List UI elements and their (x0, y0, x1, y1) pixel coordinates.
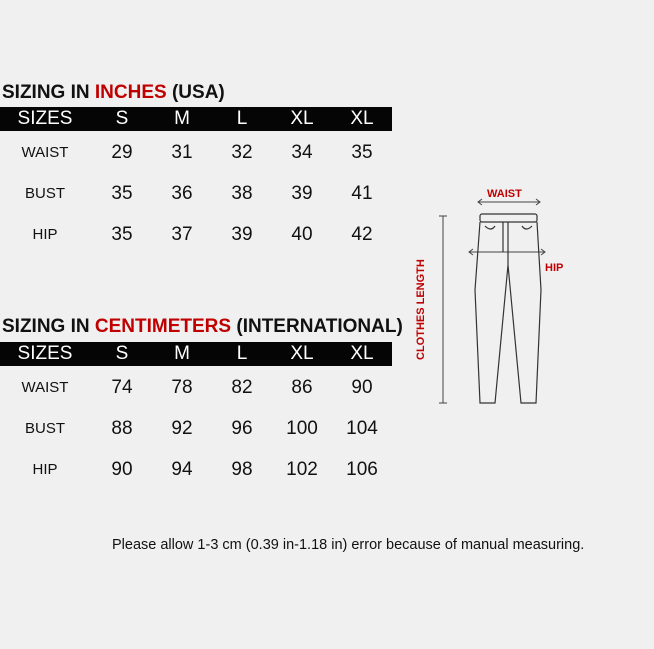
row-label: WAIST (21, 144, 69, 161)
table-cell: 96 (231, 418, 253, 439)
table-cell: 37 (171, 224, 193, 245)
table-row (0, 418, 392, 459)
title-highlight: CENTIMETERS (94, 316, 232, 337)
title-prefix: SIZING IN (2, 316, 95, 337)
table-cell: 32 (231, 142, 253, 163)
table-cell: 86 (291, 377, 313, 398)
table-cell: 35 (351, 142, 373, 163)
row-label: HIP (32, 226, 58, 243)
table-row (0, 377, 392, 418)
row-label: BUST (24, 420, 65, 437)
table-cell: 31 (171, 142, 193, 163)
hip-label: HIP (545, 262, 564, 274)
row-label: WAIST (21, 379, 69, 396)
clothes-length-label: CLOTHES LENGTH (415, 259, 427, 360)
table-cell: 35 (111, 224, 133, 245)
table-cell: 74 (111, 377, 133, 398)
table-cell: 88 (111, 418, 133, 439)
table-row (0, 183, 392, 224)
table-cell: 36 (171, 183, 193, 204)
header-xl-2: XL (350, 343, 374, 364)
table-cell: 100 (286, 418, 318, 439)
table-cell: 90 (111, 459, 133, 480)
table-cell: 38 (231, 183, 253, 204)
title-prefix: SIZING IN (2, 82, 95, 103)
table-row (0, 142, 392, 183)
table-row (0, 224, 392, 265)
header-sizes: SIZES (17, 343, 73, 364)
cm-size-table (0, 342, 392, 500)
table-cell: 106 (346, 459, 378, 480)
table-cell: 78 (171, 377, 193, 398)
header-xl: XL (290, 343, 314, 364)
table-cell: 42 (351, 224, 373, 245)
inches-size-table (0, 107, 392, 265)
title-suffix: (USA) (166, 82, 225, 103)
table-cell: 35 (111, 183, 133, 204)
row-label: HIP (32, 461, 58, 478)
hip-arrow (469, 249, 545, 255)
table-header-row (0, 342, 392, 366)
header-l: L (236, 343, 248, 364)
header-m: M (174, 343, 190, 364)
pants-measurement-diagram (405, 180, 575, 420)
waist-label: WAIST (487, 188, 522, 200)
cm-table-title (2, 316, 403, 338)
row-label: BUST (24, 185, 65, 202)
table-header-row (0, 107, 392, 131)
header-xl: XL (290, 108, 314, 129)
title-suffix: (INTERNATIONAL) (231, 316, 403, 337)
table-cell: 29 (111, 142, 133, 163)
table-cell: 92 (171, 418, 193, 439)
table-cell: 90 (351, 377, 373, 398)
measurement-note: Please allow 1-3 cm (0.39 in-1.18 in) error because of manual measuring. (112, 537, 585, 553)
table-cell: 102 (286, 459, 318, 480)
header-sizes: SIZES (17, 108, 73, 129)
table-row (0, 459, 392, 500)
table-cell: 82 (231, 377, 253, 398)
table-cell: 104 (346, 418, 378, 439)
header-s: S (115, 343, 129, 364)
title-highlight: INCHES (94, 82, 167, 103)
table-cell: 40 (291, 224, 313, 245)
header-l: L (236, 108, 248, 129)
header-s: S (115, 108, 129, 129)
table-cell: 39 (231, 224, 253, 245)
pants-outline (475, 214, 541, 403)
table-cell: 34 (291, 142, 313, 163)
table-cell: 98 (231, 459, 253, 480)
header-m: M (174, 108, 190, 129)
table-cell: 94 (171, 459, 193, 480)
table-cell: 41 (351, 183, 373, 204)
inches-table-title (2, 82, 225, 104)
header-xl-2: XL (350, 108, 374, 129)
table-cell: 39 (291, 183, 313, 204)
length-arrow (439, 216, 447, 403)
